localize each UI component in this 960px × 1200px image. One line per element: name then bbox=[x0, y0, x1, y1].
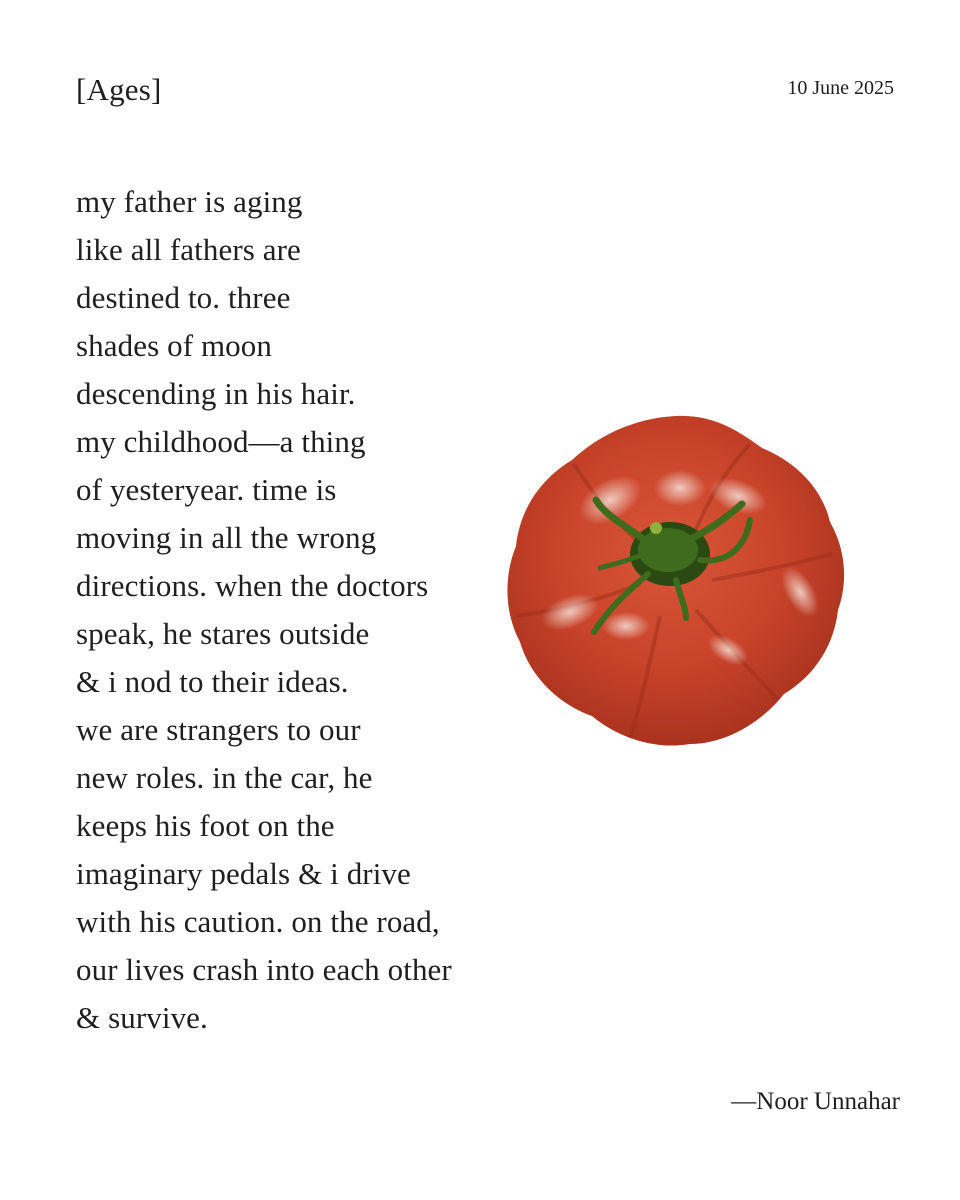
poem-line: imaginary pedals & i drive bbox=[76, 856, 411, 891]
poem-line: my father is aging bbox=[76, 184, 303, 219]
poem-line: shades of moon bbox=[76, 328, 272, 363]
poem-line: & survive. bbox=[76, 1000, 208, 1035]
poem-line: moving in all the wrong bbox=[76, 520, 377, 555]
poem-line: like all fathers are bbox=[76, 232, 301, 267]
poem-line: my childhood—a thing bbox=[76, 424, 366, 459]
poem-line: we are strangers to our bbox=[76, 712, 361, 747]
poem-line: with his caution. on the road, bbox=[76, 904, 440, 939]
author-signature: —Noor Unnahar bbox=[731, 1088, 900, 1115]
poem-date: 10 June 2025 bbox=[787, 77, 894, 99]
poem-line: of yesteryear. time is bbox=[76, 472, 337, 507]
poem-line: directions. when the doctors bbox=[76, 568, 429, 603]
poem-line: new roles. in the car, he bbox=[76, 760, 373, 795]
poem-line: destined to. three bbox=[76, 280, 291, 315]
poem-line: our lives crash into each other bbox=[76, 952, 452, 987]
poem-line: keeps his foot on the bbox=[76, 808, 335, 843]
poem-body bbox=[76, 178, 452, 1042]
poem-line: descending in his hair. bbox=[76, 376, 356, 411]
tomato-illustration-icon bbox=[500, 404, 852, 756]
poem-title: [Ages] bbox=[76, 72, 162, 107]
poem-line: speak, he stares outside bbox=[76, 616, 370, 651]
poem-line: & i nod to their ideas. bbox=[76, 664, 349, 699]
